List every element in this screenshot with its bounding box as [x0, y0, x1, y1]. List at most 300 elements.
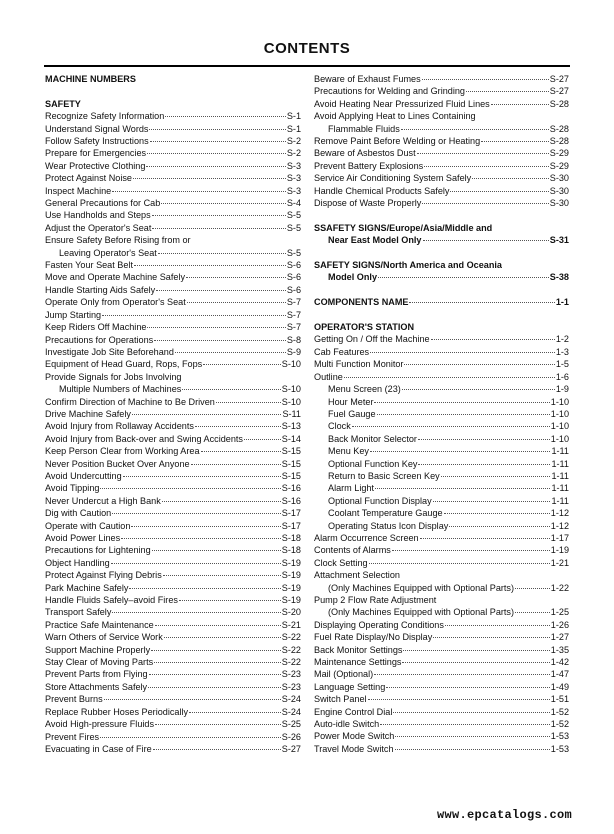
toc-entry[interactable]	[45, 123, 301, 135]
toc-entry-label: Avoid Injury from Back-over and Swing Accidents	[45, 433, 243, 444]
toc-entry[interactable]	[45, 644, 301, 656]
toc-entry-label: Operate Only from Operator's Seat	[45, 297, 186, 308]
toc-entry-page: 1-12	[550, 520, 569, 531]
dot-leader	[423, 240, 549, 241]
toc-entry-label: Precautions for Operations	[45, 334, 154, 345]
dot-leader	[189, 712, 281, 713]
toc-entry-label: Clock Setting	[314, 557, 368, 568]
dot-leader	[112, 191, 286, 192]
toc-entry[interactable]	[45, 135, 301, 147]
dot-leader	[449, 526, 549, 527]
toc-entry[interactable]	[45, 396, 301, 408]
toc-entry-label: Multi Function Monitor	[314, 359, 404, 370]
toc-entry-label: Keep Person Clear from Working Area	[45, 446, 200, 457]
dot-leader	[195, 426, 281, 427]
toc-entry-page: 1-10	[550, 421, 569, 432]
toc-entry-label: Maintenance Settings	[314, 657, 402, 668]
toc-entry-page: S-22	[281, 644, 301, 655]
dot-leader	[156, 290, 286, 291]
toc-entry[interactable]	[314, 557, 569, 569]
toc-entry-page: 1-52	[550, 706, 569, 717]
toc-entry-label: Mail (Optional)	[314, 669, 374, 680]
dot-leader	[121, 538, 281, 539]
toc-entry-label: Optional Function Display	[328, 495, 432, 506]
toc-entry-label: Protect Against Noise	[45, 173, 132, 184]
toc-entry[interactable]	[314, 98, 569, 110]
toc-entry[interactable]	[45, 544, 301, 556]
toc-entry-page: 1-35	[550, 644, 569, 655]
toc-entry[interactable]	[45, 433, 301, 445]
toc-entry-continued: Avoid Applying Heat to Lines Containing	[314, 111, 476, 122]
toc-entry-continued: Ensure Safety Before Rising from or	[45, 235, 191, 246]
dot-leader	[203, 364, 281, 365]
toc-entry[interactable]	[314, 333, 569, 345]
dot-leader	[370, 451, 551, 452]
dot-leader	[422, 79, 549, 80]
dot-leader	[152, 215, 286, 216]
toc-entry-label: (Only Machines Equipped with Optional Parts)	[328, 607, 515, 618]
toc-entry-label: Prevent Burns	[45, 694, 103, 705]
toc-entry-label: Alarm Light	[328, 483, 374, 494]
toc-entry[interactable]	[45, 185, 301, 197]
toc-entry[interactable]	[314, 693, 569, 705]
toc-entry-page: 1-51	[550, 694, 569, 705]
toc-entry[interactable]	[45, 284, 301, 296]
toc-entry-page: 1-26	[550, 619, 569, 630]
toc-entry-page: 1-11	[551, 483, 569, 494]
dot-leader	[515, 612, 550, 613]
toc-entry[interactable]	[314, 358, 569, 370]
toc-entry-page: 1-11	[551, 470, 569, 481]
dot-leader	[450, 191, 548, 192]
toc-entry-page: 1-17	[550, 532, 569, 543]
toc-entry[interactable]	[314, 619, 569, 631]
toc-entry[interactable]	[45, 606, 301, 618]
toc-entry-label: Handle Starting Aids Safely	[45, 284, 156, 295]
dot-leader	[441, 476, 551, 477]
toc-entry[interactable]	[45, 458, 301, 470]
toc-entry-label: Avoid Undercutting	[45, 470, 122, 481]
toc-entry-label: Avoid Power Lines	[45, 533, 121, 544]
toc-entry-page: S-6	[286, 260, 301, 271]
toc-entry[interactable]	[314, 656, 569, 668]
toc-entry-page: S-19	[281, 582, 301, 593]
toc-entry[interactable]	[45, 420, 301, 432]
toc-entry-page: 1-12	[550, 508, 569, 519]
toc-entry[interactable]	[314, 681, 569, 693]
toc-entry[interactable]	[314, 458, 569, 470]
toc-entry[interactable]	[45, 520, 301, 532]
toc-entry-page: S-27	[549, 86, 569, 97]
toc-entry[interactable]	[314, 346, 569, 358]
toc-entry[interactable]	[314, 668, 569, 680]
toc-entry-page: S-21	[281, 619, 301, 630]
dot-leader	[395, 736, 549, 737]
toc-entry-page: S-20	[281, 607, 301, 618]
dot-leader	[466, 91, 549, 92]
toc-entry[interactable]	[314, 631, 569, 643]
toc-entry-page: S-6	[286, 272, 301, 283]
toc-entry[interactable]	[45, 346, 301, 358]
spacer	[45, 85, 301, 97]
toc-entry[interactable]	[45, 160, 301, 172]
toc-entry-label: Getting On / Off the Machine	[314, 334, 430, 345]
toc-entry[interactable]	[314, 532, 569, 544]
toc-entry[interactable]	[45, 271, 301, 283]
dot-leader	[191, 464, 281, 465]
toc-entry-label: Avoid Injury from Rollaway Accidents	[45, 421, 194, 432]
toc-entry[interactable]	[314, 520, 569, 532]
toc-entry-page: 1-25	[550, 607, 569, 618]
toc-entry-page: S-10	[281, 396, 301, 407]
dot-leader	[420, 538, 550, 539]
dot-leader	[146, 166, 285, 167]
toc-entry[interactable]	[314, 147, 569, 159]
toc-entry[interactable]	[314, 433, 569, 445]
toc-entry-label: Keep Riders Off Machine	[45, 322, 147, 333]
toc-entry-continued: SSAFETY SIGNS/Europe/Asia/Middle and	[314, 222, 493, 233]
toc-entry-page: S-15	[281, 470, 301, 481]
toc-entry-page: 1-21	[550, 557, 569, 568]
toc-entry[interactable]	[45, 693, 301, 705]
toc-entry-page: S-23	[281, 669, 301, 680]
toc-entry-label: Prevent Parts from Flying	[45, 669, 148, 680]
toc-entry-page: S-17	[281, 508, 301, 519]
toc-entry-page: S-10	[281, 384, 301, 395]
toc-entry[interactable]	[314, 706, 569, 718]
dot-leader	[404, 364, 554, 365]
toc-entry-label: Beware of Asbestos Dust	[314, 148, 416, 159]
toc-entry[interactable]	[45, 718, 301, 730]
toc-entry[interactable]	[45, 334, 301, 346]
toc-entry-label: Object Handling	[45, 557, 110, 568]
toc-entry-page: 1-19	[550, 545, 569, 556]
toc-entry-label: Outline	[314, 371, 343, 382]
toc-entry-label: Avoid High-pressure Fluids	[45, 719, 155, 730]
dot-leader	[370, 352, 555, 353]
toc-entry[interactable]	[45, 507, 301, 519]
toc-entry[interactable]	[45, 495, 301, 507]
toc-entry-label: Inspect Machine	[45, 185, 112, 196]
toc-entry[interactable]	[45, 594, 301, 606]
toc-entry-page: S-27	[281, 743, 301, 754]
toc-entry[interactable]	[45, 582, 301, 594]
toc-entry[interactable]	[314, 135, 569, 147]
toc-entry-label: Clock	[328, 421, 351, 432]
toc-entry-label: Handle Fluids Safely–avoid Fires	[45, 595, 178, 606]
toc-entry-page: S-3	[286, 160, 301, 171]
toc-left-column	[45, 73, 301, 755]
dot-leader	[186, 277, 286, 278]
toc-entry[interactable]	[314, 73, 569, 85]
toc-entry-label: Confirm Direction of Machine to Be Driven	[45, 396, 215, 407]
toc-entry[interactable]	[45, 706, 301, 718]
title-rule	[44, 65, 570, 67]
toc-entry-page: 1-52	[550, 719, 569, 730]
toc-entry[interactable]	[314, 482, 569, 494]
toc-entry-page: S-8	[286, 334, 301, 345]
dot-leader	[374, 402, 549, 403]
dot-leader	[151, 650, 281, 651]
toc-entry-label: Move and Operate Machine Safely	[45, 272, 186, 283]
dot-leader	[112, 513, 281, 514]
dot-leader	[216, 402, 281, 403]
toc-entry-page: S-18	[281, 545, 301, 556]
toc-entry-page: S-10	[281, 359, 301, 370]
dot-leader	[152, 228, 285, 229]
toc-entry-label: Recognize Safety Information	[45, 111, 165, 122]
section-heading: MACHINE NUMBERS	[45, 74, 136, 84]
toc-entry-page: S-19	[281, 557, 301, 568]
toc-entry-label: General Precautions for Cab	[45, 198, 161, 209]
toc-entry-page: 1-5	[555, 359, 569, 370]
dot-leader	[424, 166, 549, 167]
toc-entry-label: Drive Machine Safely	[45, 408, 131, 419]
toc-entry[interactable]	[45, 321, 301, 333]
toc-entry[interactable]	[45, 668, 301, 680]
toc-entry-label: Back Monitor Settings	[314, 644, 403, 655]
page-title: CONTENTS	[263, 40, 351, 57]
dot-leader	[401, 129, 549, 130]
toc-entry-label: Hour Meter	[328, 396, 374, 407]
toc-entry-page: S-11	[282, 408, 301, 419]
dot-leader	[375, 488, 550, 489]
toc-entry-label: Understand Signal Words	[45, 123, 149, 134]
toc-entry[interactable]	[45, 631, 301, 643]
toc-entry-page: S-24	[281, 694, 301, 705]
toc-entry-page: S-29	[549, 160, 569, 171]
toc-entry-page: 1-27	[550, 632, 569, 643]
toc-entry[interactable]	[314, 172, 569, 184]
toc-entry[interactable]	[314, 544, 569, 556]
toc-entry[interactable]	[45, 445, 301, 457]
dot-leader	[148, 687, 281, 688]
toc-entry-label: Cab Features	[314, 346, 370, 357]
toc-entry-label: Operating Status Icon Display	[328, 520, 449, 531]
toc-entry[interactable]	[314, 470, 569, 482]
toc-entry[interactable]	[314, 507, 569, 519]
toc-entry[interactable]	[314, 718, 569, 730]
toc-entry-page: S-28	[549, 123, 569, 134]
toc-entry-label: Investigate Job Site Beforehand	[45, 346, 174, 357]
toc-entry-page: S-22	[281, 632, 301, 643]
toc-entry[interactable]	[45, 209, 301, 221]
toc-entry[interactable]	[314, 445, 569, 457]
toc-entry-page: 1-11	[551, 495, 569, 506]
toc-entry[interactable]	[314, 85, 569, 97]
toc-entry-label: Warn Others of Service Work	[45, 632, 163, 643]
toc-entry-label: Dig with Caution	[45, 508, 112, 519]
toc-entry[interactable]	[45, 408, 301, 420]
toc-entry-label: Practice Safe Maintenance	[45, 619, 154, 630]
toc-entry[interactable]	[314, 160, 569, 172]
toc-entry[interactable]	[314, 197, 569, 209]
dot-leader	[374, 674, 550, 675]
toc-entry[interactable]	[45, 296, 301, 308]
dot-leader	[155, 625, 281, 626]
toc-entry-label: Beware of Exhaust Fumes	[314, 74, 421, 84]
toc-entry-label: Menu Screen (23)	[328, 384, 401, 395]
toc-entry[interactable]	[314, 234, 569, 246]
toc-entry-label: Wear Protective Clothing	[45, 160, 146, 171]
toc-entry[interactable]	[45, 309, 301, 321]
toc-entry-page: S-30	[549, 198, 569, 209]
dot-leader	[149, 129, 285, 130]
dot-leader	[491, 104, 549, 105]
dot-leader	[369, 563, 550, 564]
toc-entry[interactable]	[45, 172, 301, 184]
toc-entry[interactable]	[45, 532, 301, 544]
toc-entry-label: Stay Clear of Moving Parts	[45, 657, 154, 668]
toc-entry-page: S-30	[549, 173, 569, 184]
spacer	[314, 247, 569, 259]
toc-entry-page: S-5	[286, 247, 301, 258]
dot-leader	[418, 439, 550, 440]
dot-leader	[163, 575, 281, 576]
dot-leader	[132, 414, 282, 415]
toc-entry[interactable]	[45, 557, 301, 569]
toc-entry-label: Store Attachments Safely	[45, 681, 148, 692]
toc-entry[interactable]	[45, 110, 301, 122]
toc-entry-page: S-19	[281, 595, 301, 606]
toc-entry-page: S-7	[286, 297, 301, 308]
toc-entry-page: S-7	[286, 309, 301, 320]
toc-entry[interactable]	[45, 482, 301, 494]
toc-entry[interactable]	[45, 247, 301, 259]
toc-entry[interactable]	[314, 185, 569, 197]
toc-entry-label: Contents of Alarms	[314, 545, 391, 556]
dot-leader	[129, 588, 280, 589]
toc-entry[interactable]	[45, 569, 301, 581]
section-heading: OPERATOR'S STATION	[314, 322, 415, 333]
toc-entry-page: 1-10	[550, 433, 569, 444]
toc-entry-label: Service Air Conditioning System Safely	[314, 173, 472, 184]
toc-entry[interactable]	[45, 743, 301, 755]
dot-leader	[147, 153, 286, 154]
toc-entry[interactable]	[314, 730, 569, 742]
toc-entry-page: 1-9	[555, 384, 569, 395]
dot-leader	[182, 389, 280, 390]
toc-entry[interactable]	[45, 656, 301, 668]
toc-entry[interactable]	[314, 383, 569, 395]
toc-entry[interactable]	[314, 123, 569, 135]
toc-entry[interactable]	[314, 371, 569, 383]
dot-leader	[378, 277, 549, 278]
toc-entry[interactable]	[45, 197, 301, 209]
toc-entry[interactable]	[45, 358, 301, 370]
toc-entry-page: S-28	[549, 98, 569, 109]
toc-entry-label: Coolant Temperature Gauge	[328, 508, 443, 519]
dot-leader	[154, 662, 281, 663]
toc-entry-page: S-4	[286, 198, 301, 209]
toc-entry-label: Prevent Battery Explosions	[314, 160, 424, 171]
toc-entry-label: Remove Paint Before Welding or Heating	[314, 136, 481, 147]
dot-leader	[444, 513, 550, 514]
toc-entry[interactable]	[314, 271, 569, 283]
toc-entry[interactable]	[314, 606, 569, 618]
toc-entry[interactable]	[314, 408, 569, 420]
dot-leader	[161, 203, 286, 204]
toc-entry[interactable]	[314, 495, 569, 507]
toc-entry-page: 1-53	[550, 731, 569, 742]
toc-entry-page: S-31	[549, 235, 569, 246]
toc-entry-label: Model Only	[328, 272, 378, 283]
toc-entry[interactable]	[314, 420, 569, 432]
toc-entry-page: 1-6	[555, 371, 569, 382]
toc-entry[interactable]	[45, 259, 301, 271]
dot-leader	[100, 488, 280, 489]
dot-leader	[403, 650, 549, 651]
dot-leader	[102, 315, 286, 316]
dot-leader	[472, 178, 549, 179]
dot-leader	[179, 600, 281, 601]
toc-entry-page: S-23	[281, 681, 301, 692]
toc-entry-page: 1-49	[550, 681, 569, 692]
toc-entry-page: S-29	[549, 148, 569, 159]
dot-leader	[149, 674, 281, 675]
dot-leader	[422, 203, 548, 204]
toc-entry-label: Return to Basic Screen Key	[328, 470, 440, 481]
toc-entry-label: Switch Panel	[314, 694, 367, 705]
toc-entry-label: Precautions for Lightening	[45, 545, 151, 556]
toc-entry[interactable]	[314, 296, 569, 308]
dot-leader	[433, 637, 550, 638]
toc-entry-page: S-14	[281, 433, 301, 444]
toc-entry[interactable]	[45, 147, 301, 159]
toc-entry-page: 1-53	[550, 743, 569, 754]
dot-leader	[153, 749, 281, 750]
toc-entry[interactable]	[314, 743, 569, 755]
toc-entry-continued: Provide Signals for Jobs Involving	[45, 371, 182, 382]
toc-entry[interactable]	[45, 619, 301, 631]
dot-leader	[175, 352, 286, 353]
toc-entry-page: 1-42	[550, 657, 569, 668]
toc-entry-page: S-2	[286, 148, 301, 159]
toc-entry-page: S-30	[549, 185, 569, 196]
dot-leader	[431, 339, 555, 340]
toc-entry-label: Language Setting	[314, 681, 386, 692]
toc-entry[interactable]	[314, 582, 569, 594]
toc-entry[interactable]	[45, 681, 301, 693]
toc-entry-page: S-13	[281, 421, 301, 432]
toc-entry[interactable]	[314, 396, 569, 408]
toc-entry-label: Optional Function Key	[328, 458, 418, 469]
toc-entry-page: 1-11	[551, 446, 569, 457]
toc-entry-label: Avoid Tipping	[45, 483, 100, 494]
toc-entry-page: S-16	[281, 495, 301, 506]
dot-leader	[409, 302, 554, 303]
dot-leader	[386, 687, 549, 688]
dot-leader	[392, 550, 550, 551]
toc-entry-page: S-22	[281, 657, 301, 668]
dot-leader	[158, 253, 286, 254]
dot-leader	[152, 550, 281, 551]
toc-entry-page: S-18	[281, 533, 301, 544]
toc-entry[interactable]	[45, 383, 301, 395]
toc-entry[interactable]	[45, 222, 301, 234]
toc-entry-label: Precautions for Welding and Grinding	[314, 86, 465, 97]
toc-entry[interactable]	[45, 731, 301, 743]
toc-entry[interactable]	[45, 470, 301, 482]
toc-entry-label: Equipment of Head Guard, Rops, Fops	[45, 359, 203, 370]
toc-entry-page: S-27	[549, 74, 569, 84]
toc-entry-label: Leaving Operator's Seat	[59, 247, 157, 258]
dot-leader	[352, 426, 550, 427]
toc-entry-page: S-5	[286, 210, 301, 221]
toc-entry-page: 1-2	[555, 334, 569, 345]
toc-entry[interactable]	[314, 644, 569, 656]
dot-leader	[445, 625, 550, 626]
